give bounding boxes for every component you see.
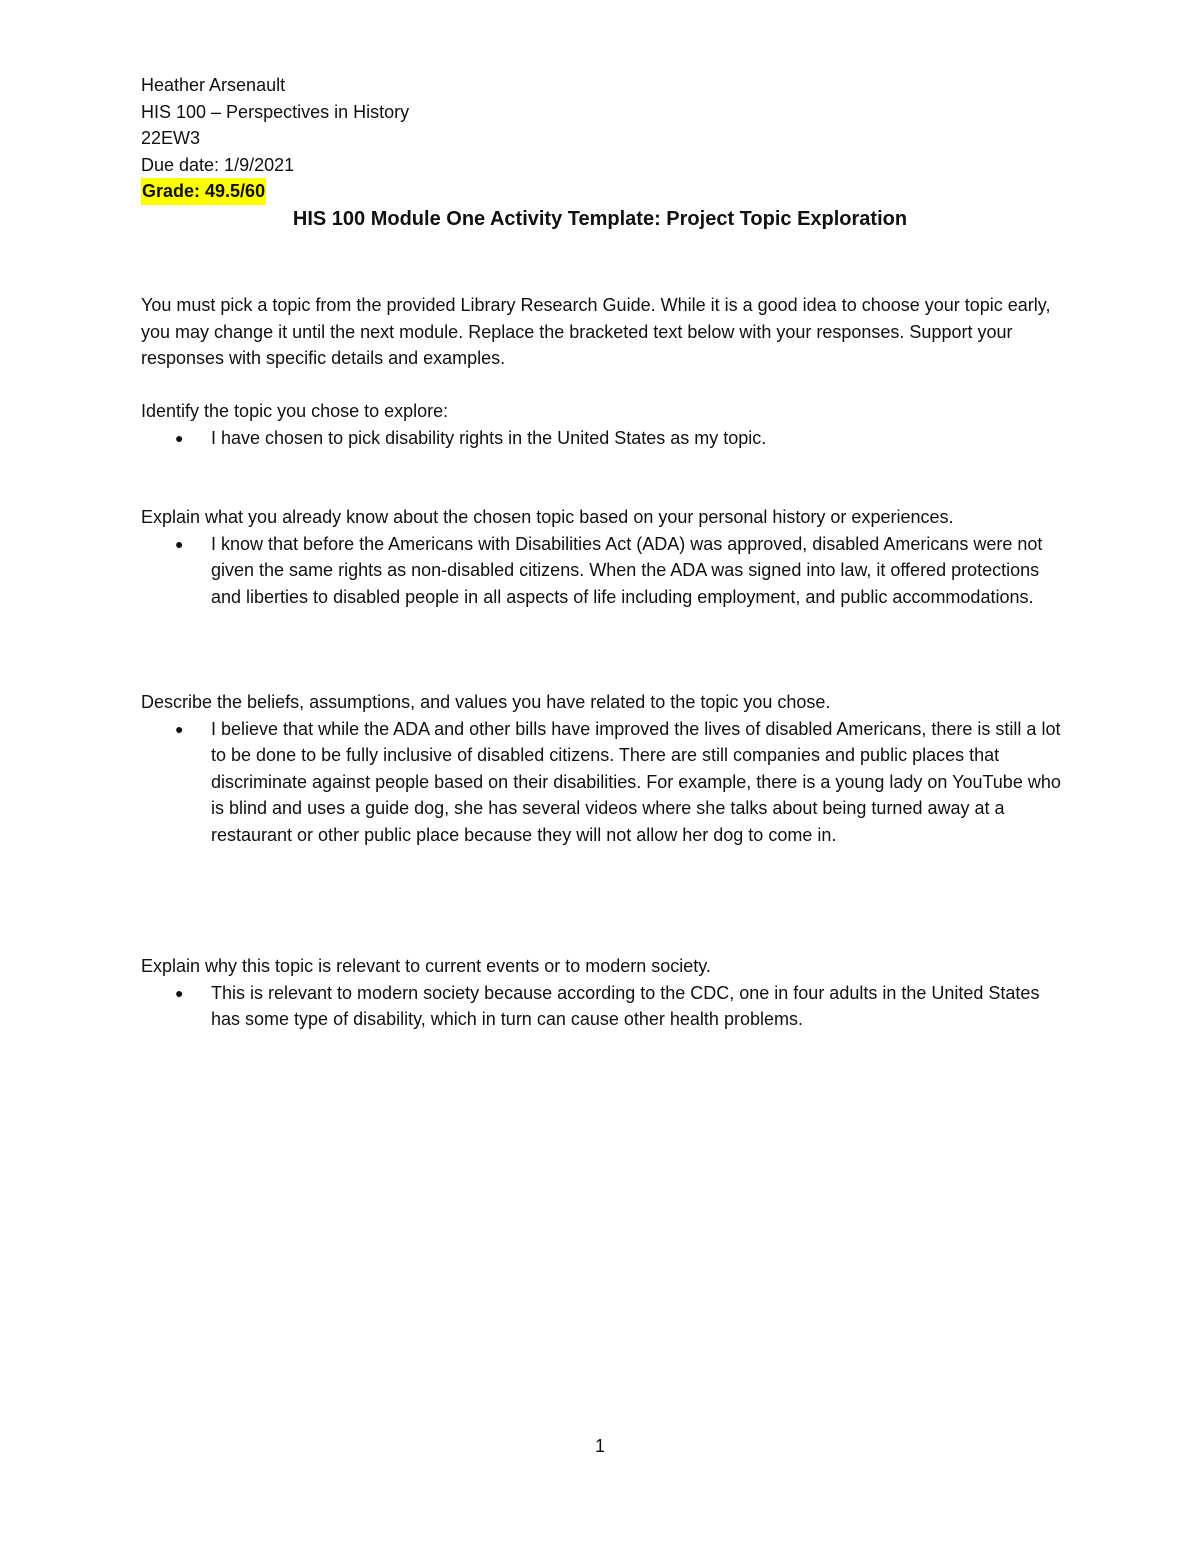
response-item xyxy=(141,980,1061,1033)
bullet-icon: ● xyxy=(175,535,184,552)
page-number: 1 xyxy=(594,1436,605,1456)
instructions-paragraph: You must pick a topic from the provided Library Research Guide. While it is a good idea to choose your topic early, you may change it until the next module. Replace the bracketed text below with your responses. Support your responses with specific details and examples. xyxy=(141,295,1051,368)
section-topic xyxy=(141,398,1071,451)
section-relevance xyxy=(141,953,1071,1033)
section-prompt: Describe the beliefs, assumptions, and values you have related to the topic you chose. xyxy=(141,692,831,712)
section-code: 22EW3 xyxy=(141,128,201,148)
student-name: Heather Arsenault xyxy=(141,75,286,95)
bullet-icon: ● xyxy=(175,984,184,1001)
due-date: Due date: 1/9/2021 xyxy=(141,154,295,175)
section-prompt: Identify the topic you chose to explore: xyxy=(141,401,449,421)
document-title: HIS 100 Module One Activity Template: Project Topic Exploration xyxy=(292,208,908,230)
response-text: This is relevant to modern society because according to the CDC, one in four adults in the United States has some type of disability, which in turn can cause other health problems. xyxy=(211,982,1040,1029)
response-text: I have chosen to pick disability rights in the United States as my topic. xyxy=(211,427,767,448)
response-text: I believe that while the ADA and other bills have improved the lives of disabled Americans, there is still a lot to be done to be fully inclusive of disabled citizens. There are still companies and public places that discriminate against people based on their disabilities. For example, there is a young lady on YouTube who is blind and uses a guide dog, she has several videos where she talks about being turned away at a restaurant or other public place because they will not allow her dog to come in. xyxy=(211,718,1061,845)
response-item xyxy=(141,531,1061,611)
grade-line xyxy=(141,178,409,205)
section-prompt: Explain why this topic is relevant to current events or to modern society. xyxy=(141,956,711,976)
section-beliefs xyxy=(141,689,1071,848)
student-header xyxy=(141,72,409,205)
response-item xyxy=(141,425,1061,452)
response-text: I know that before the Americans with Disabilities Act (ADA) was approved, disabled Americans were not given the same rights as non-disabled citizens. When the ADA was signed into law, it offered protections and liberties to disabled people in all aspects of life including employment, and public accommodations. xyxy=(211,533,1043,607)
bullet-icon: ● xyxy=(175,720,184,737)
section-prior-knowledge xyxy=(141,504,1071,610)
section-prompt: Explain what you already know about the chosen topic based on your personal history or experiences. xyxy=(141,507,954,527)
bullet-icon: ● xyxy=(175,429,184,446)
course-name: HIS 100 – Perspectives in History xyxy=(141,101,410,122)
response-item xyxy=(141,716,1061,849)
grade-highlight: Grade: 49.5/60 xyxy=(141,178,266,205)
